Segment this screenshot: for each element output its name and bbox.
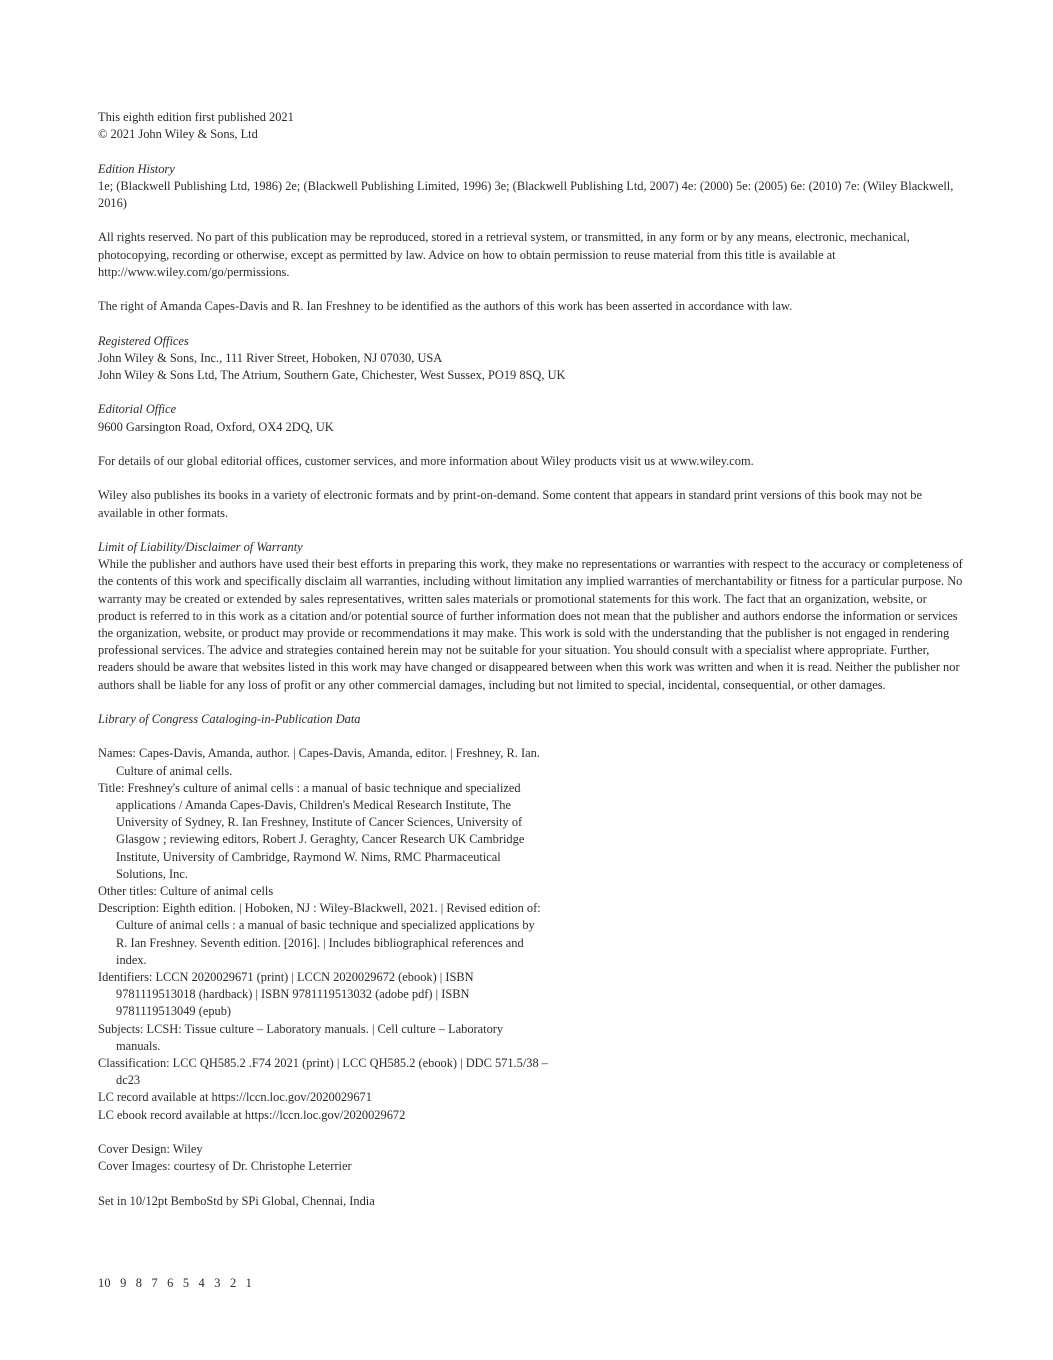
edition-history-block	[98, 161, 966, 213]
copyright-page	[98, 109, 966, 1227]
global-offices-paragraph: For details of our global editorial offices, customer services, and more information about Wiley products visit us at www.wiley.com.	[98, 453, 754, 468]
liability-block	[98, 539, 966, 694]
cip-subjects: Subjects: LCSH: Tissue culture – Laboratory manuals. | Cell culture – Laboratory manuals.	[98, 1021, 504, 1053]
cip-lc-record: LC record available at https://lccn.loc.gov/2020029671	[98, 1090, 372, 1105]
registered-office-us: John Wiley & Sons, Inc., 111 River Street, Hoboken, NJ 07030, USA	[98, 350, 443, 365]
cip-names: Names: Capes-Davis, Amanda, author. | Capes-Davis, Amanda, editor. | Freshney, R. Ian. Culture of animal cells.	[98, 746, 540, 778]
cip-classification: Classification: LCC QH585.2 .F74 2021 (print) | LCC QH585.2 (ebook) | DDC 571.5/38 – dc23	[98, 1056, 548, 1088]
rights-paragraph: All rights reserved. No part of this publication may be reproduced, stored in a retrieval system, or transmitted, in any form or by any means, electronic, mechanical, photocopying, recording or otherwise, except as permitted by law. Advice on how to obtain permission to reuse material from this title is available at http://www.wiley.com/go/permissions.	[98, 230, 910, 279]
cip-heading: Library of Congress Cataloging-in-Publication Data	[98, 711, 361, 726]
cip-lc-ebook-record: LC ebook record available at https://lccn.loc.gov/2020029672	[98, 1107, 406, 1122]
registered-offices-block	[98, 333, 966, 385]
liability-text: While the publisher and authors have used their best efforts in preparing this work, they make no representations or warranties with respect to the accuracy or completeness of the contents of this work and specifically disclaim all warranties, including without limitation any implied warranties of merchantability or fitness for a particular purpose. No warranty may be created or extended by sales representatives, written sales materials or promotional statements for this work. The fact that an organization, website, or product is referred to in this work as a citation and/or potential source of further information does not mean that the publisher and authors endorse the information or services the organization, website, or product may provide or recommendations it may make. This work is sold with the understanding that the publisher is not engaged in rendering professional services. The advice and strategies contained herein may not be suitable for your situation. You should consult with a specialist where appropriate. Further, readers should be aware that websites listed in this work may have changed or disappeared between when this work was written and when it is read. Neither the publisher nor authors shall be liable for any loss of profit or any other commercial damages, including but not limited to special, incidental, consequential, or other damages.	[98, 557, 963, 692]
formats-paragraph: Wiley also publishes its books in a variety of electronic formats and by print-on-demand. Some content that appears in standard print versions of this book may not be available in other formats.	[98, 488, 922, 520]
typeset-line: Set in 10/12pt BemboStd by SPi Global, Chennai, India	[98, 1193, 375, 1208]
editorial-office-block	[98, 401, 966, 435]
edition-block	[98, 109, 966, 143]
cover-images-line: Cover Images: courtesy of Dr. Christophe Leterrier	[98, 1159, 352, 1174]
cover-design-line: Cover Design: Wiley	[98, 1142, 203, 1157]
registered-offices-heading: Registered Offices	[98, 333, 189, 348]
cip-identifiers: Identifiers: LCCN 2020029671 (print) | LCCN 2020029672 (ebook) | ISBN 9781119513018 (hardback) | ISBN 9781119513032 (adobe pdf) | ISBN 9781119513049 (epub)	[98, 970, 474, 1019]
cip-description: Description: Eighth edition. | Hoboken, NJ : Wiley-Blackwell, 2021. | Revised edition of: Culture of animal cells : a manual of basic technique and specialized applications by R. Ian Freshney. Seventh edition. [2016]. | Includes bibliographical references and index.	[98, 901, 541, 967]
edition-history-text: 1e; (Blackwell Publishing Ltd, 1986) 2e; (Blackwell Publishing Limited, 1996) 3e; (Blackwell Publishing Ltd, 2007) 4e: (2000) 5e: (2005) 6e: (2010) 7e: (Wiley Blackwell, 2016)	[98, 178, 954, 210]
editorial-office-address: 9600 Garsington Road, Oxford, OX4 2DQ, UK	[98, 419, 334, 434]
cip-data-block	[98, 745, 548, 1123]
printer-key-line: 10 9 8 7 6 5 4 3 2 1	[98, 1276, 253, 1290]
first-published-line: This eighth edition first published 2021	[98, 110, 294, 124]
liability-heading: Limit of Liability/Disclaimer of Warranty	[98, 539, 303, 554]
cover-credits-block	[98, 1141, 966, 1175]
registered-office-uk: John Wiley & Sons Ltd, The Atrium, Southern Gate, Chichester, West Sussex, PO19 8SQ, UK	[98, 367, 566, 382]
cip-other-titles: Other titles: Culture of animal cells	[98, 883, 274, 898]
edition-history-heading: Edition History	[98, 161, 175, 176]
cip-title: Title: Freshney's culture of animal cells : a manual of basic technique and specialized applications / Amanda Capes-Davis, Children's Medical Research Institute, The University of Sydney, R. Ian Freshney, Institute of Cancer Sciences, University of Glasgow ; reviewing editors, Robert J. Geraghty, Cancer Research UK Cambridge Institute, University of Cambridge, Raymond W. Nims, RMC Pharmaceutical Solutions, Inc.	[98, 780, 525, 881]
authors-right-paragraph: The right of Amanda Capes-Davis and R. Ian Freshney to be identified as the authors of this work has been asserted in accordance with law.	[98, 299, 793, 314]
editorial-office-heading: Editorial Office	[98, 402, 177, 417]
copyright-line: © 2021 John Wiley & Sons, Ltd	[98, 127, 258, 142]
